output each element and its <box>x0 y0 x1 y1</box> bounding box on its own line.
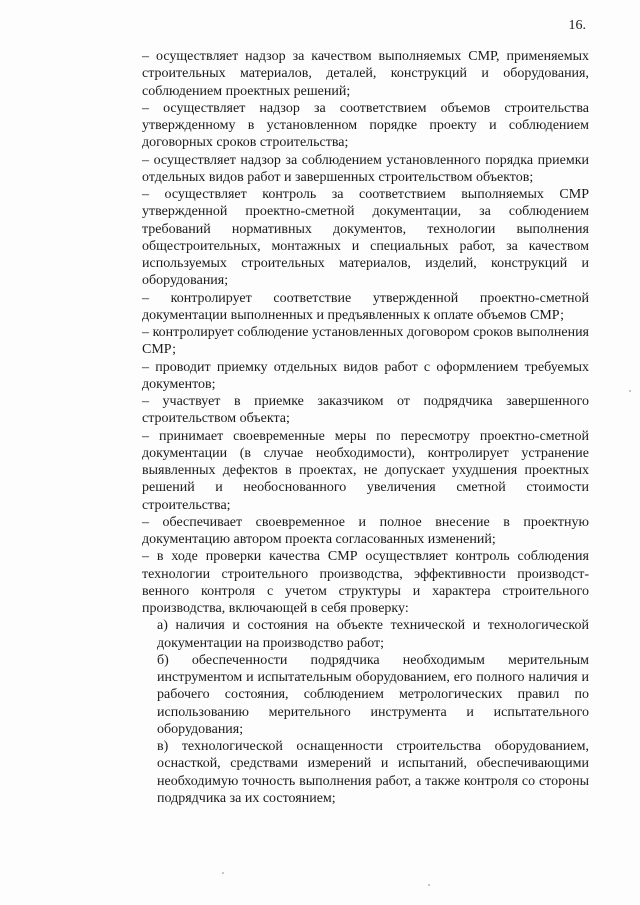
list-item: – принимает своевременные меры по пересмотру проектно-сметной документации (в случае необходимости), контролирует устранение выявленных дефектов в проектах, не допускает ухудшения проектных решений и необоснованного увеличения сметной стоимости строительства; <box>142 428 589 513</box>
list-item: – участвует в приемке заказчиком от подрядчика завершенного строительством объекта; <box>142 394 589 427</box>
sub-list-item: в) технологической оснащенности строительства оборудованием, оснасткой, средствами измерений и испытаний, обеспечивающими необходимую точность выполнения работ, а также контроля со стороны подрядчика за их состоянием; <box>157 739 589 806</box>
document-body <box>142 48 589 807</box>
scan-speck <box>629 390 631 392</box>
page-number: 16. <box>568 18 586 33</box>
list-item: – осуществляет контроль за соответствием выполняемых СМР утвержденной проектно-сметной документации, за соблюдением требований нормативных документов, технологии выполнения общестроительных, монтажных и специальных работ, за качеством используемых строительных материалов, изделий, конструкций и оборудования; <box>142 187 589 289</box>
sub-list-item: б) обеспеченности подрядчика необходимым мерительным инструментом и испытательным оборудованием, его полного наличия и рабочего состояния, соблюдением метрологических правил по использованию мерительного инструмента и испытательного оборудования; <box>157 652 589 737</box>
list-item: – в ходе проверки качества СМР осуществляет контроль соблюдения технологии строительного производства, эффективности производственного контроля с учетом структуры и характера строительного производства, включающей в себя проверку: <box>142 549 589 616</box>
list-item: – обеспечивает своевременное и полное внесение в проектную документацию автором проекта согласованных изменений; <box>142 514 589 547</box>
list-item: – осуществляет надзор за соответствием объемов строительства утвержденному в установленном порядке проекту и соблюдением договорных сроков строительства; <box>142 100 589 151</box>
list-item: – проводит приемку отдельных видов работ с оформлением требуемых документов; <box>142 359 589 392</box>
list-item: – контролирует соответствие утвержденной проектно-сметной документации выполненных и предъявленных к оплате объемов СМР; <box>142 290 589 323</box>
list-item: – контролирует соблюдение установленных договором сроков выполнения СМР; <box>142 325 589 358</box>
list-item: – осуществляет надзор за качеством выполняемых СМР, применяемых строительных материалов, деталей, конструкций и оборудования, соблюдением проектных решений; <box>142 49 589 99</box>
sub-list-item: а) наличия и состояния на объекте технической и технологической документации на производство работ; <box>157 618 589 651</box>
list-item: – осуществляет надзор за соблюдением установленного порядка приемки отдельных видов работ и завершенных строительством объектов; <box>142 152 589 185</box>
scan-speck <box>428 884 430 886</box>
scan-speck <box>222 872 224 874</box>
